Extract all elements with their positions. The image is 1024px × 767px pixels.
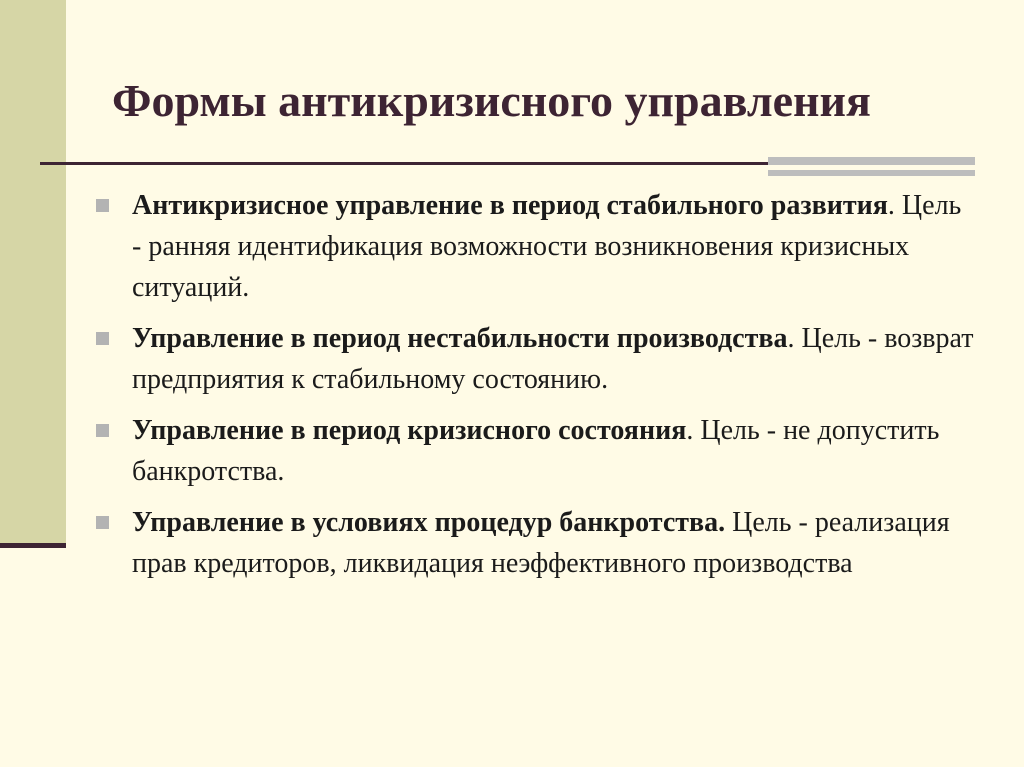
left-decorative-bar: [0, 0, 66, 548]
bullet-normal-text: . Цель - не допустить банкротства.: [132, 415, 940, 487]
bullet-item: [96, 502, 976, 584]
bullet-bold-text: Управление в условиях процедур банкротства.: [132, 507, 726, 538]
square-bullet-icon: [96, 424, 109, 437]
bullet-bold-text: Управление в период нестабильности производства: [132, 323, 788, 354]
bullet-item: [96, 318, 976, 400]
bullet-item: [96, 185, 976, 308]
square-bullet-icon: [96, 199, 109, 212]
bullet-normal-text: . Цель - ранняя идентификация возможности возникновения кризисных ситуаций.: [132, 190, 962, 303]
square-bullet-icon: [96, 332, 109, 345]
bullet-normal-text: . Цель - возврат предприятия к стабильному состоянию.: [132, 323, 974, 395]
slide-title: Формы антикризисного управления: [112, 75, 871, 126]
bullet-normal-text: Цель - реализация прав кредиторов, ликвидация неэффективного производства: [132, 507, 950, 579]
square-bullet-icon: [96, 516, 109, 529]
bullet-list: [96, 185, 976, 594]
gray-accent-bar: [768, 157, 975, 165]
gray-accent-bar-lower: [768, 170, 975, 176]
bullet-bold-text: Антикризисное управление в период стабильного развития: [132, 190, 888, 221]
bullet-bold-text: Управление в период кризисного состояния: [132, 415, 687, 446]
left-bar-underline: [0, 543, 66, 548]
bullet-item: [96, 410, 976, 492]
